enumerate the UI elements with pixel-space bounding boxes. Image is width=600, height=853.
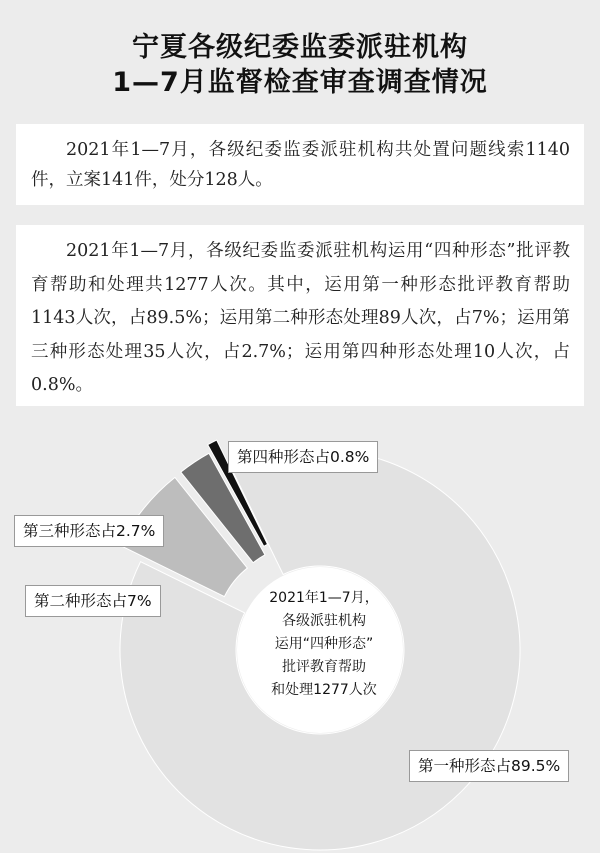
- slice-label-form2: 第二种形态占7%: [25, 585, 161, 617]
- slice-label-form1: 第一种形态占89.5%: [409, 750, 569, 782]
- center-line-2: 各级派驻机构: [282, 613, 366, 629]
- center-line-1: 2021年1—7月，: [269, 590, 379, 606]
- summary-card-four-forms: [16, 225, 584, 406]
- title-line-1: 宁夏各级纪委监委派驻机构: [132, 32, 468, 63]
- summary-card-cases: [16, 124, 584, 205]
- title-line-2: 1—7月监督检查审查调查情况: [112, 67, 488, 98]
- page-title: [0, 30, 600, 100]
- center-line-4: 批评教育帮助: [282, 659, 366, 675]
- slice-label-form3: 第三种形态占2.7%: [14, 515, 164, 547]
- center-line-3: 运用“四种形态”: [274, 636, 374, 652]
- center-line-5: 和处理1277人次: [271, 682, 377, 698]
- slice-label-form4: 第四种形态占0.8%: [228, 441, 378, 473]
- summary-paragraph-cases: 2021年1—7月，各级纪委监委派驻机构共处置问题线索1140件，立案141件，处分128人。: [31, 140, 570, 190]
- donut-center-text: [258, 587, 390, 702]
- summary-paragraph-four-forms: 2021年1—7月，各级纪委监委派驻机构运用“四种形态”批评教育帮助和处理共1277人次。其中，运用第一种形态批评教育帮助1143人次，占89.5%；运用第二种形态处理89人次，占7%；运用第三种形态处理35人次，占2.7%；运用第四种形态处理10人次，占0.8%。: [31, 241, 570, 395]
